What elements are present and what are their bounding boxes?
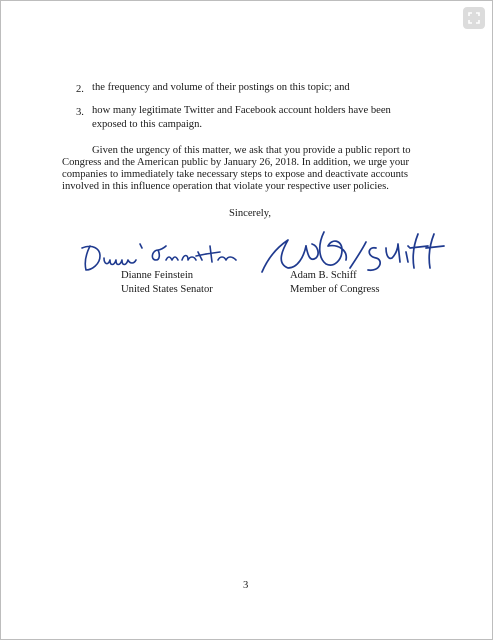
paragraph-line: Given the urgency of this matter, we ask that you provide a public report to bbox=[92, 145, 411, 156]
closing: Sincerely, bbox=[229, 208, 271, 219]
list-item-number: 2. bbox=[76, 84, 84, 95]
paragraph-line: involved in this influence operation that violate your respective user policies. bbox=[62, 181, 389, 192]
signatory-name: Adam B. Schiff bbox=[290, 270, 357, 281]
paragraph-line: Congress and the American public by January 26, 2018. In addition, we urge your bbox=[62, 157, 409, 168]
expand-icon bbox=[467, 11, 481, 25]
signatory-title: United States Senator bbox=[121, 284, 213, 295]
page-number: 3 bbox=[243, 580, 249, 591]
signatory-name: Dianne Feinstein bbox=[121, 270, 194, 281]
list-item-number: 3. bbox=[76, 107, 84, 118]
list-item-text: how many legitimate Twitter and Facebook account holders have been bbox=[92, 105, 391, 116]
paragraph-line: companies to immediately take necessary steps to expose and deactivate accounts bbox=[62, 169, 408, 180]
expand-button[interactable] bbox=[463, 7, 485, 29]
signatory-title: Member of Congress bbox=[290, 284, 380, 295]
list-item-text: the frequency and volume of their postings on this topic; and bbox=[92, 82, 350, 93]
list-item-text: exposed to this campaign. bbox=[92, 119, 203, 130]
